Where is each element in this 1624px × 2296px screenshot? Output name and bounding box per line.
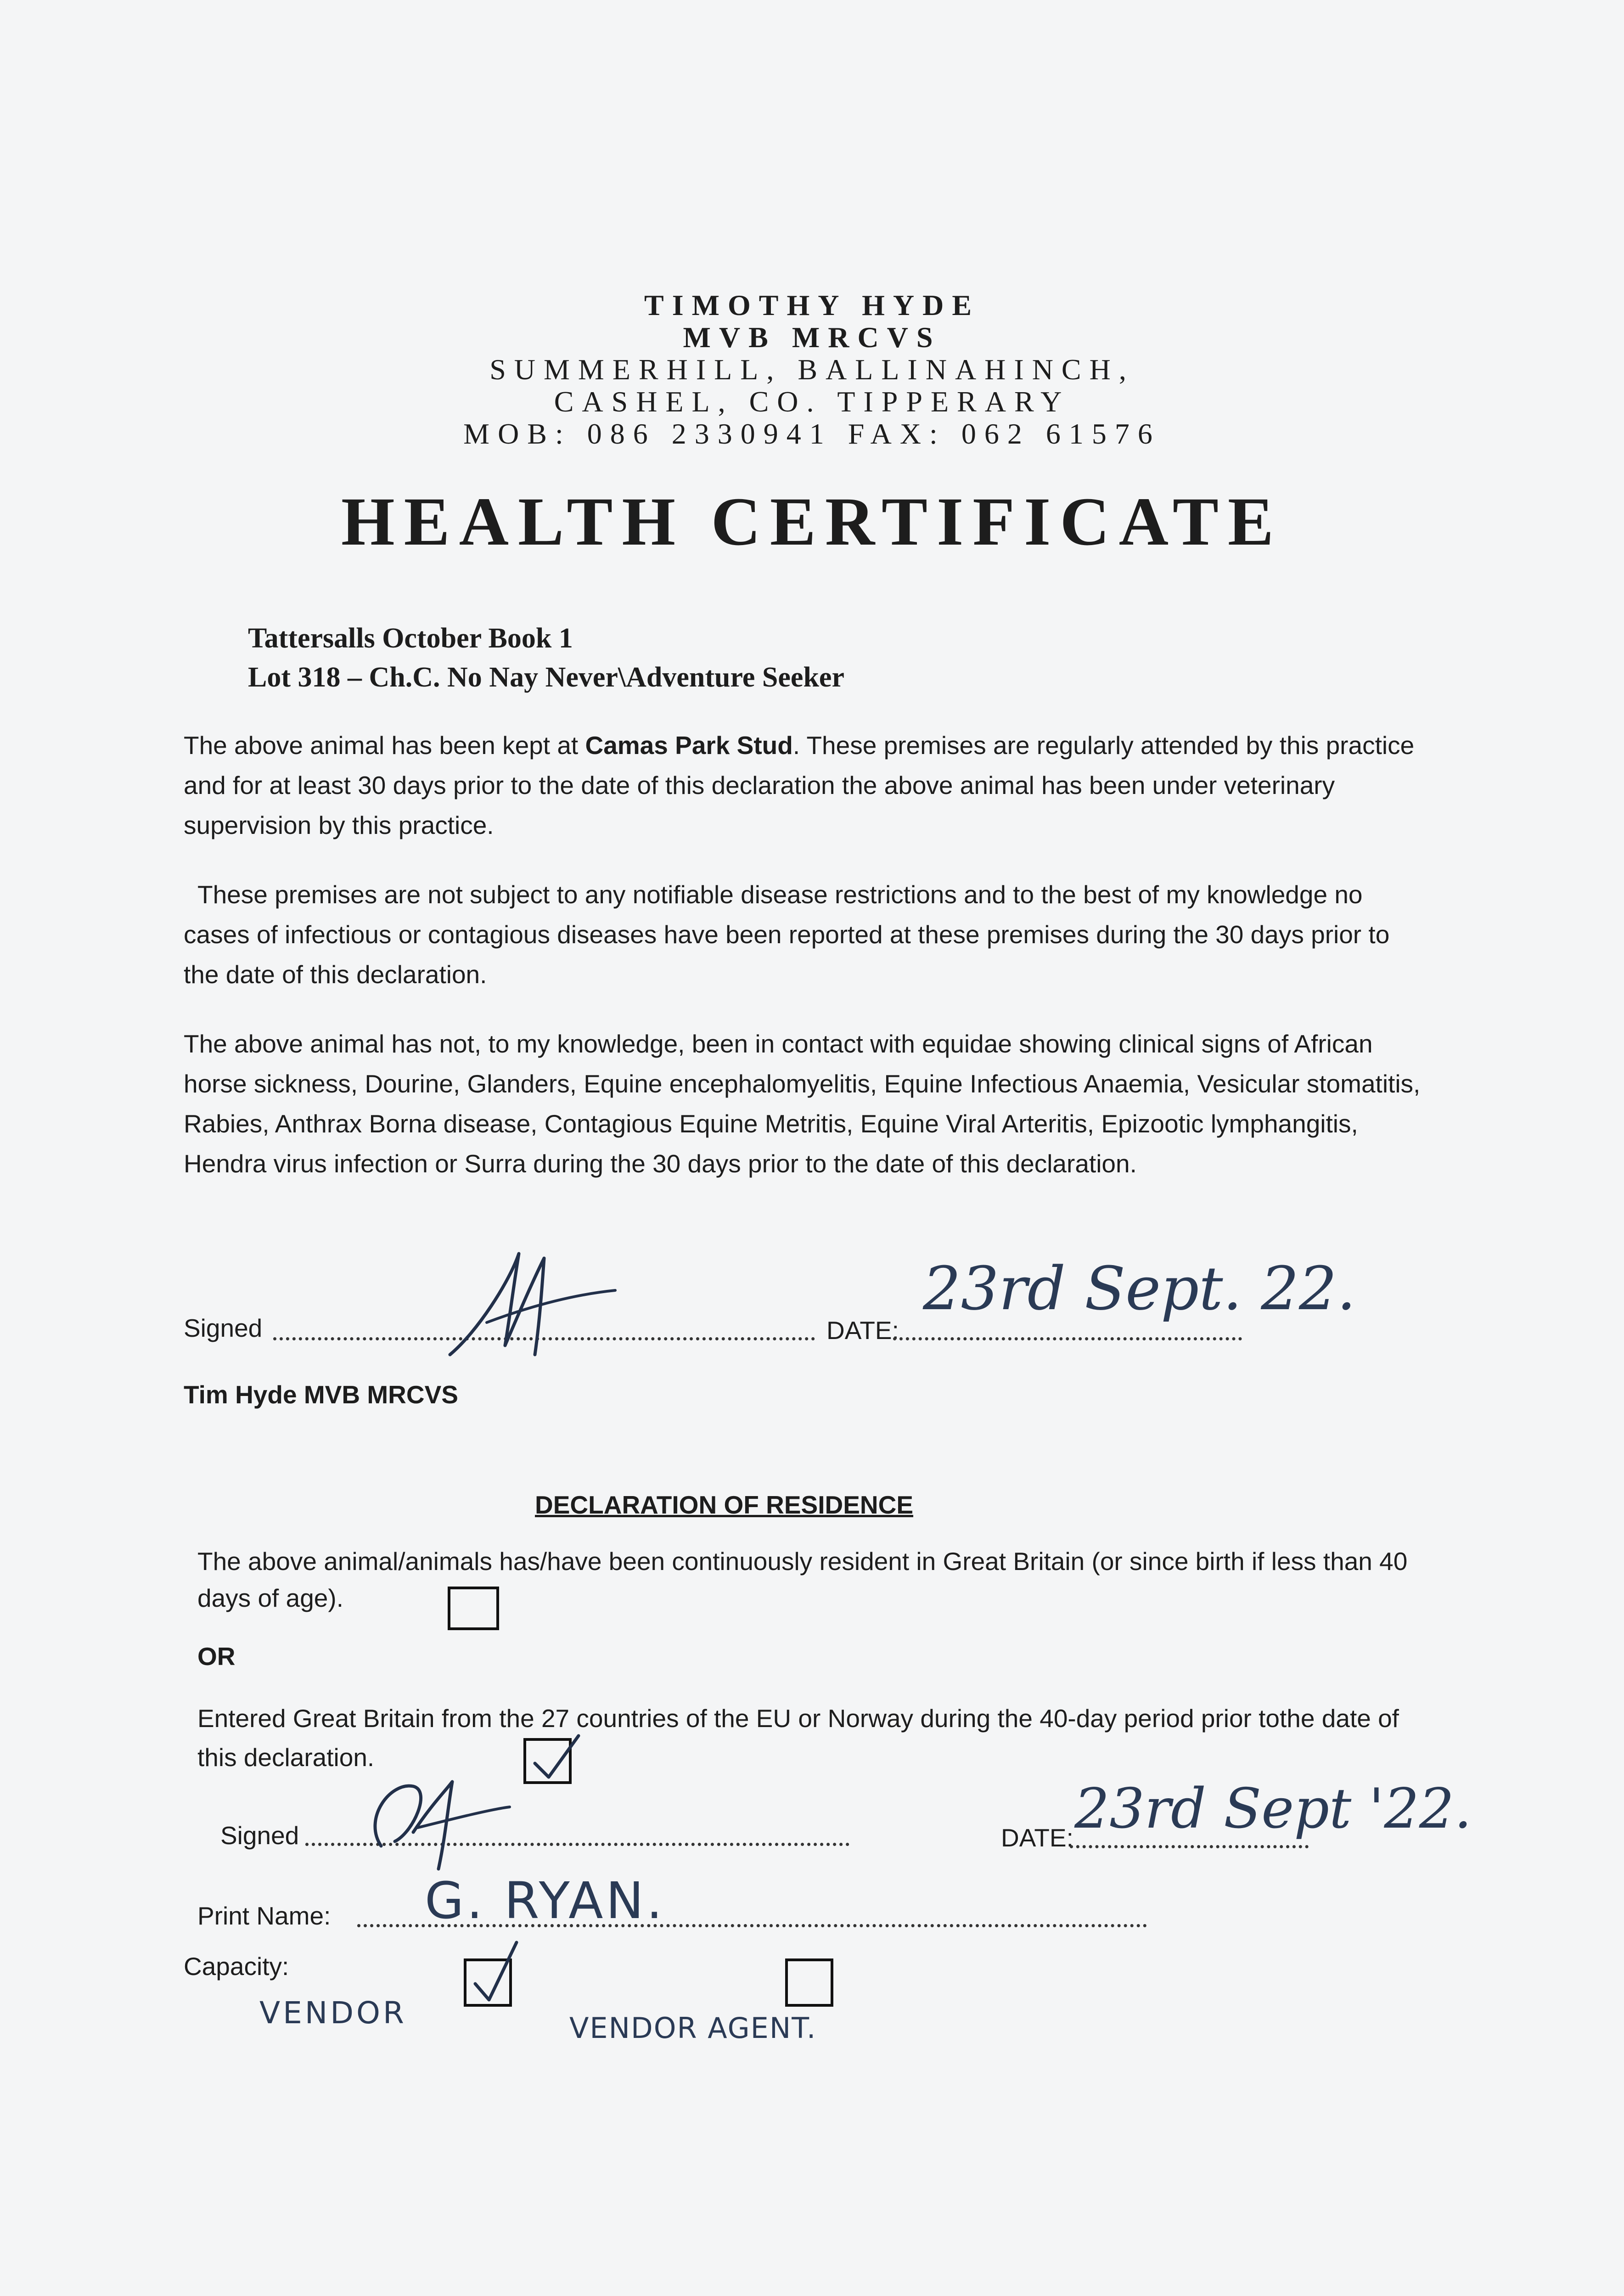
print-name-handwritten: G. RYAN.: [425, 1871, 665, 1930]
paragraph-premises-text-start: The above animal has been kept at: [184, 731, 585, 760]
checkbox-resident[interactable]: [448, 1587, 499, 1630]
declaration-heading: DECLARATION OF RESIDENCE: [535, 1491, 914, 1519]
sale-name: Tattersalls October Book 1: [248, 623, 573, 654]
vet-signatory: Tim Hyde MVB MRCVS: [184, 1380, 458, 1409]
paragraph-restrictions: These premises are not subject to any notifiable disease restrictions and to the best of my knowledge no cases of infectious or contagious diseases have been reported at these premises during the 30 days prior to the date of this declaration.: [184, 880, 1390, 989]
declarant-signature-mark: [354, 1763, 537, 1874]
or-label: OR: [197, 1642, 236, 1671]
declaration-option-resident: [197, 1543, 1419, 1616]
capacity-agent-handwritten: VENDOR AGENT.: [569, 2011, 817, 2045]
vet-date-handwritten: 23rd Sept. 22.: [923, 1254, 1356, 1323]
vet-date-label: DATE:: [826, 1316, 899, 1345]
declarant-date-handwritten: 23rd Sept '22.: [1074, 1777, 1472, 1841]
vet-signed-label: Signed: [184, 1314, 263, 1342]
declarant-date-line: [1070, 1845, 1309, 1848]
capacity-vendor-handwritten: VENDOR: [259, 1995, 407, 2031]
declarant-date-label: DATE:: [1001, 1823, 1073, 1852]
checkbox-vendor-agent[interactable]: [785, 1958, 833, 2007]
option-resident-text: The above animal/animals has/have been continuously resident in Great Britain (or since birth if less than 40 days of age).: [197, 1547, 1408, 1612]
checkmark-vendor-icon: [464, 1933, 523, 2011]
paragraph-diseases: The above animal has not, to my knowledge, been in contact with equidae showing clinical signs of African horse sickness, Dourine, Glanders, Equine encephalomyelitis, Equine Infectious Anaemia, Vesicular stomatitis, Rabies, Anthrax Borna disease, Contagious Equine Metritis, Equine Viral Arteritis, Epizootic lymphangitis, Hendra virus infection or Surra during the 30 days prior to the date of this declaration.: [184, 1030, 1421, 1178]
paragraph-premises-text-end: . These premises are regularly attended by this practice and for at least 30 days prior to the date of this declaration the above animal has been under veterinary supervision by this practice.: [184, 731, 1415, 839]
address-line-2: CASHEL, CO. TIPPERARY: [554, 385, 1070, 418]
lot-description: Lot 318 – Ch.C. No Nay Never\Adventure Seeker: [248, 662, 844, 693]
vet-name: TIMOTHY HYDE: [644, 289, 980, 321]
vet-date-line: [893, 1337, 1242, 1340]
option-entered-text: Entered Great Britain from the 27 countries of the EU or Norway during the 40-day period prior tothe date of this declaration.: [197, 1704, 1399, 1772]
paragraph-premises: [184, 726, 1423, 845]
premises-name: Camas Park Stud: [585, 731, 793, 760]
print-name-label: Print Name:: [197, 1902, 331, 1930]
vet-qualifications: MVB MRCVS: [683, 321, 941, 354]
vet-signature-mark: [441, 1240, 624, 1373]
document-title: HEALTH CERTIFICATE: [341, 484, 1283, 560]
address-line-1: SUMMERHILL, BALLINAHINCH,: [489, 353, 1135, 386]
capacity-label: Capacity:: [184, 1952, 289, 1981]
declarant-signed-label: Signed: [220, 1821, 299, 1850]
contact-numbers: MOB: 086 2330941 FAX: 062 61576: [463, 417, 1161, 450]
